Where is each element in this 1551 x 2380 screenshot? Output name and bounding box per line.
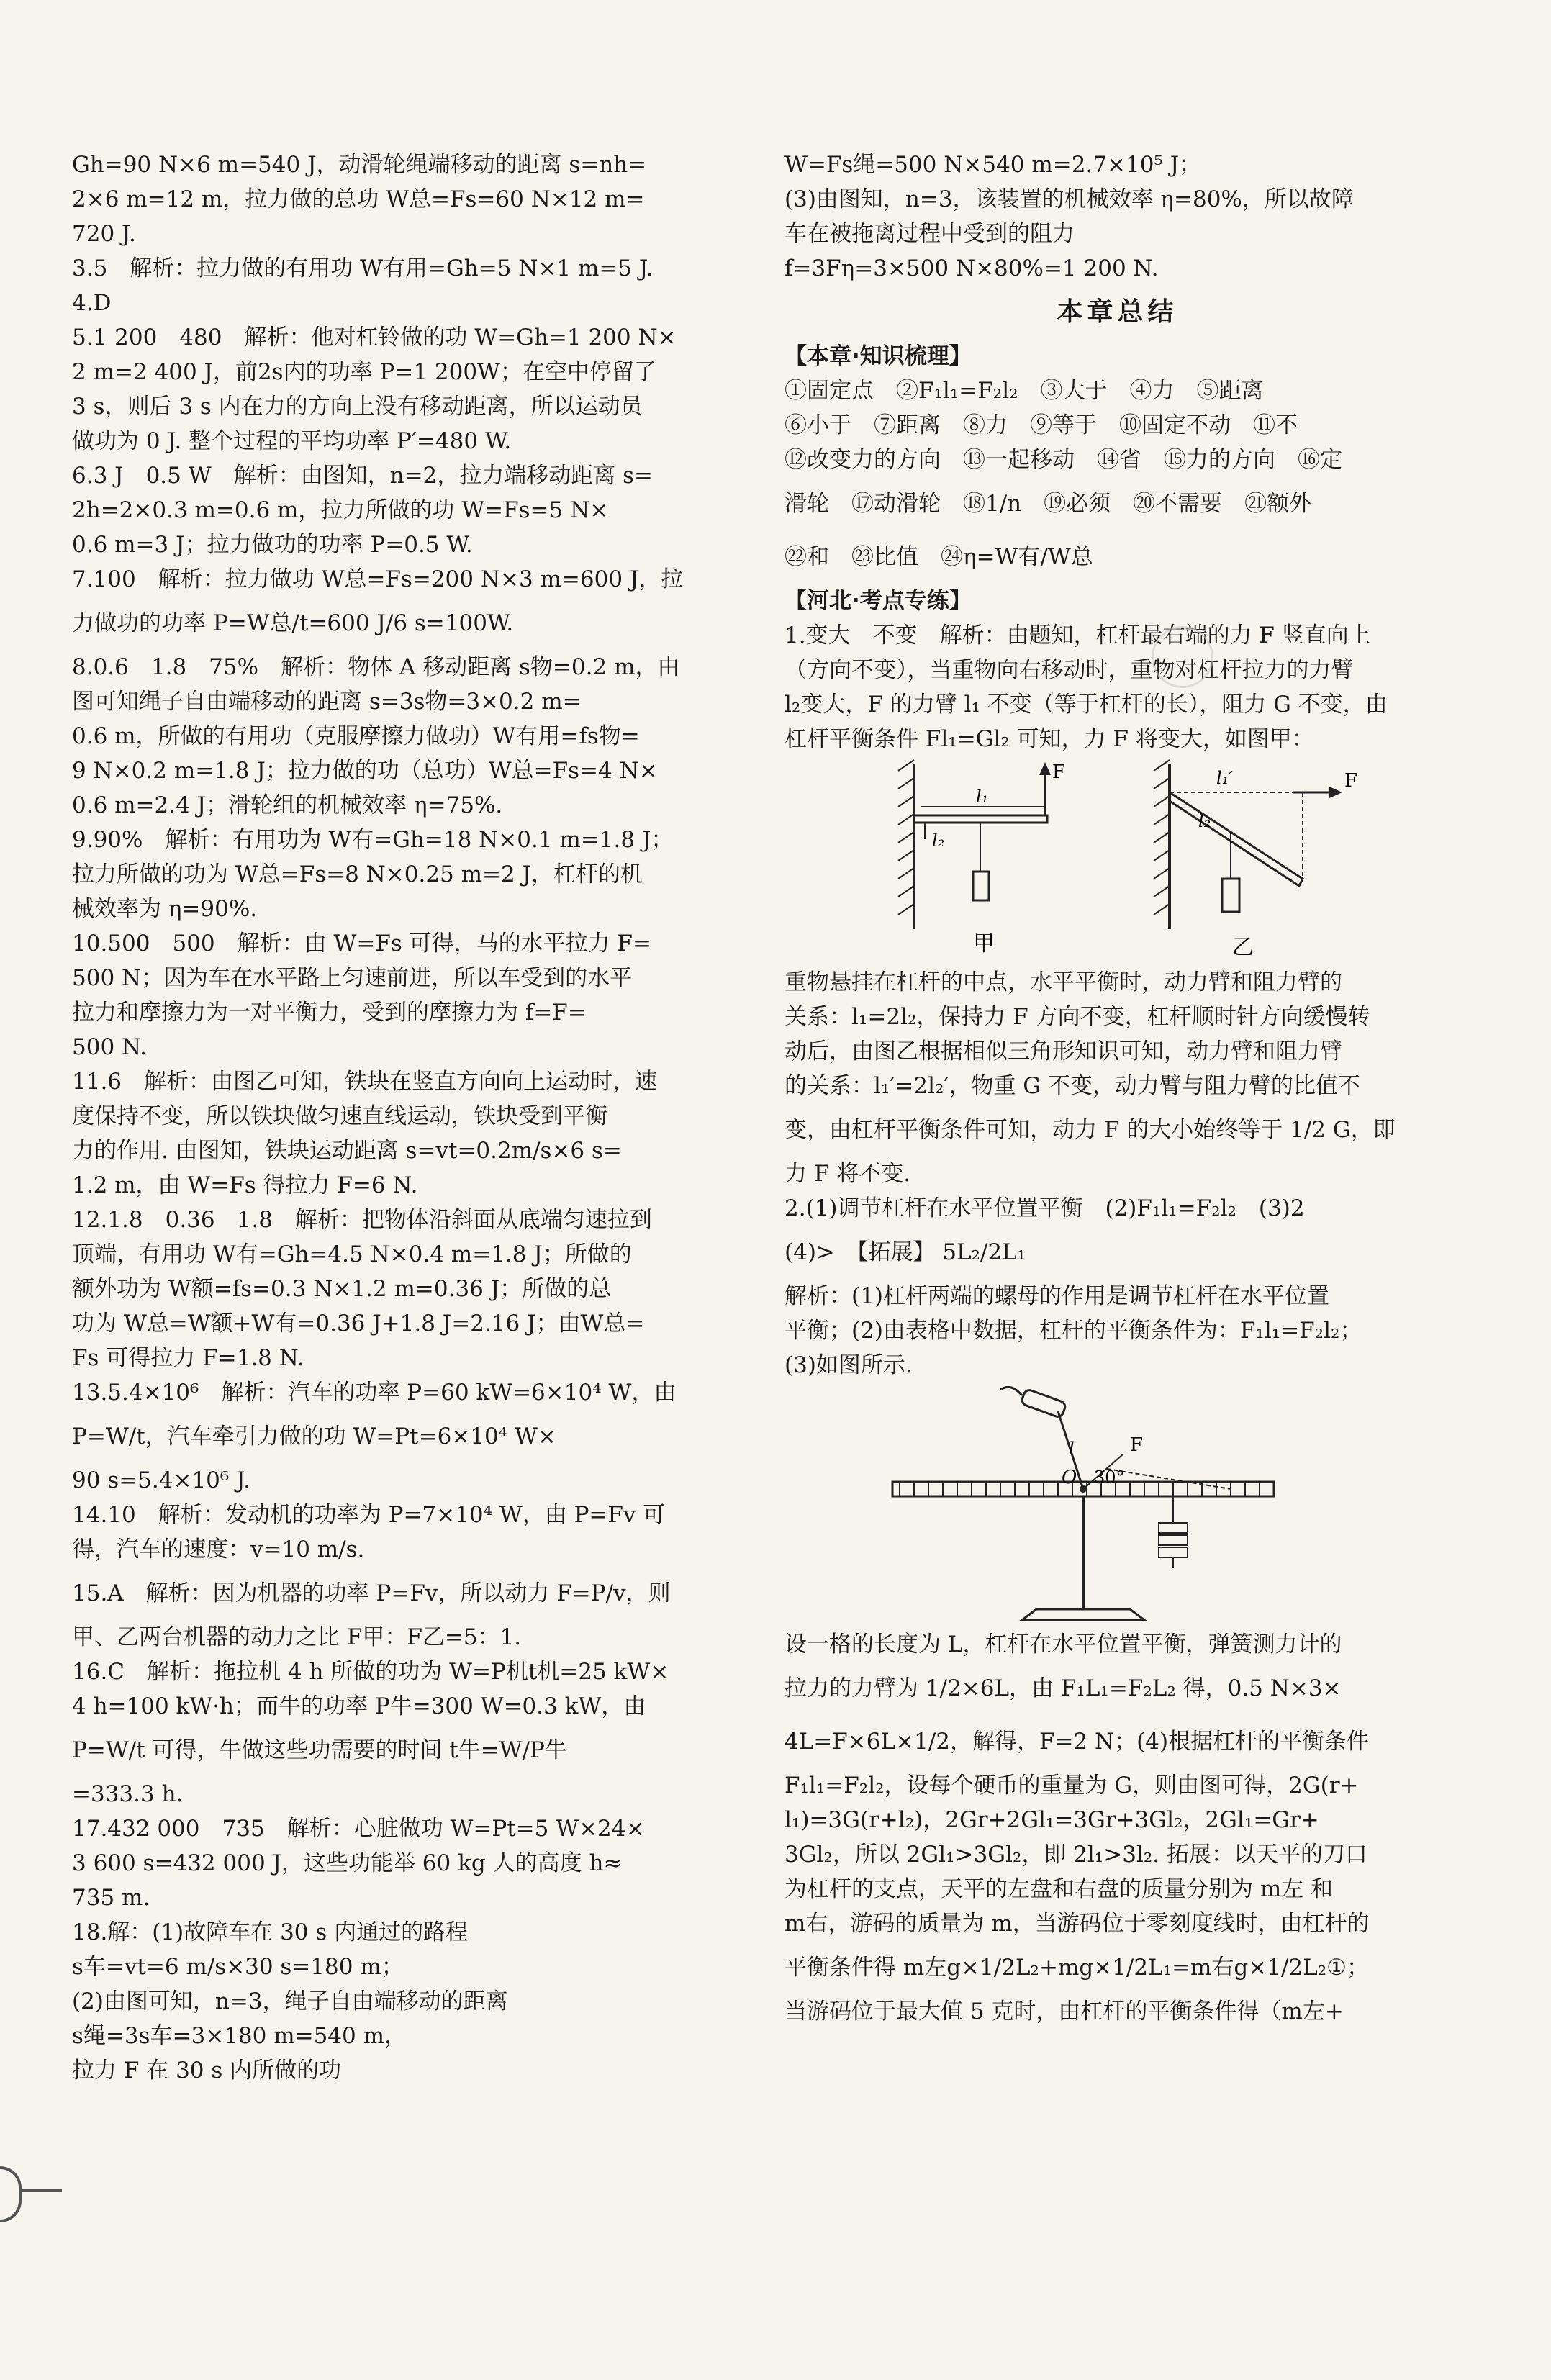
- text-line: 平衡条件得 m左g×1/2L₂+mg×1/2L₁=m右g×1/2L₂①；: [784, 1955, 1369, 1981]
- lever-experiment-figure: [784, 1383, 1450, 1627]
- fig-jia-F: F: [1052, 761, 1066, 783]
- text-line: 5.1 200 480 解析：他对杠铃做的功 W=Gh=1 200 N×: [72, 325, 677, 350]
- text-line: 0.6 m=2.4 J；滑轮组的机械效率 η=75%.: [72, 792, 503, 818]
- fig-jia-l2: l₂: [932, 831, 945, 851]
- text-line: 甲、乙两台机器的动力之比 F甲：F乙=5：1.: [72, 1624, 522, 1650]
- text-line: 得，汽车的速度：v=10 m/s.: [72, 1537, 365, 1562]
- fig2-angle: 30°: [1094, 1467, 1125, 1488]
- text-line: 图可知绳子自由端移动的距离 s=3s物=3×0.2 m=: [72, 689, 582, 715]
- text-line: 500 N.: [72, 1034, 148, 1060]
- fig2-O: O: [1062, 1467, 1077, 1488]
- text-line: 1.2 m，由 W=Fs 得拉力 F=6 N.: [72, 1172, 418, 1198]
- text-line: ⑥小于 ⑦距离 ⑧力 ⑨等于 ⑩固定不动 ⑪不: [784, 412, 1298, 438]
- fig-yi-l2: l₂: [1198, 811, 1211, 831]
- text-line: f=3Fη=3×500 N×80%=1 200 N.: [784, 255, 1159, 281]
- text-line: 9.90% 解析：有用功为 W有=Gh=18 N×0.1 m=1.8 J；: [72, 827, 674, 853]
- text-line: F₁l₁=F₂l₂，设每个硬币的重量为 G，则由图可得，2G(r+: [784, 1773, 1359, 1798]
- text-line: 7.100 解析：拉力做功 W总=Fs=200 N×3 m=600 J，拉: [72, 566, 684, 592]
- fig2-l: l: [1069, 1439, 1075, 1459]
- fig-yi-l1p: l₁′: [1216, 768, 1233, 788]
- page-corner-line: [19, 2189, 62, 2192]
- text-line: =333.3 h.: [72, 1781, 184, 1807]
- text-line: 90 s=5.4×10⁶ J.: [72, 1467, 251, 1493]
- text-line: 2×6 m=12 m，拉力做的总功 W总=Fs=60 N×12 m=: [72, 186, 645, 212]
- text-line: 2h=2×0.3 m=0.6 m，拉力所做的功 W=Fs=5 N×: [72, 497, 609, 523]
- figure-jia: [898, 760, 1065, 956]
- text-line: (4)> 【拓展】 5L₂/2L₁: [784, 1239, 1026, 1265]
- text-line: 11.6 解析：由图乙可知，铁块在竖直方向向上运动时，速: [72, 1069, 658, 1095]
- text-line: 10.500 500 解析：由 W=Fs 可得，马的水平拉力 F=: [72, 931, 651, 956]
- text-line: 0.6 m，所做的有用功（克服摩擦力做功）W有用=fs物=: [72, 723, 640, 749]
- text-line: 16.C 解析：拖拉机 4 h 所做的功为 W=P机t机=25 kW×: [72, 1659, 669, 1685]
- fig-jia-label: 甲: [973, 931, 995, 956]
- text-line: 1.变大 不变 解析：由题知，杠杆最右端的力 F 竖直向上: [784, 623, 1371, 648]
- text-line: 关系：l₁=2l₂，保持力 F 方向不变，杠杆顺时针方向缓慢转: [784, 1004, 1370, 1030]
- text-line: 3.5 解析：拉力做的有用功 W有用=Gh=5 N×1 m=5 J.: [72, 255, 654, 281]
- text-line: 18.解：(1)故障车在 30 s 内通过的路程: [72, 1919, 469, 1945]
- text-line: Gh=90 N×6 m=540 J，动滑轮绳端移动的距离 s=nh=: [72, 152, 647, 178]
- fig-yi-label: 乙: [1232, 935, 1254, 960]
- text-line: 13.5.4×10⁶ 解析：汽车的功率 P=60 kW=6×10⁴ W，由: [72, 1380, 677, 1406]
- text-line: 4 h=100 kW·h；而牛的功率 P牛=300 W=0.3 kW，由: [72, 1693, 646, 1719]
- text-line: 3 s，则后 3 s 内在力的方向上没有移动距离，所以运动员: [72, 394, 643, 420]
- fig2-F: F: [1130, 1434, 1144, 1456]
- text-line: 顶端，有用功 W有=Gh=4.5 N×0.4 m=1.8 J；所做的: [72, 1241, 632, 1267]
- text-line: 拉力和摩擦力为一对平衡力，受到的摩擦力为 f=F=: [72, 1000, 587, 1026]
- text-line: P=W/t 可得，牛做这些功需要的时间 t牛=W/P牛: [72, 1737, 567, 1763]
- text-line: 4L=F×6L×1/2，解得，F=2 N；(4)根据杠杆的平衡条件: [784, 1729, 1370, 1755]
- knowledge-heading: 【本章·知识梳理】: [784, 343, 972, 369]
- text-line: 车在被拖离过程中受到的阻力: [784, 221, 1075, 247]
- text-line: 变，由杠杆平衡条件可知，动力 F 的大小始终等于 1/2 G，即: [784, 1117, 1396, 1143]
- text-line: 滑轮 ⑰动滑轮 ⑱1/n ⑲必须 ⑳不需要 ㉑额外: [784, 491, 1312, 517]
- text-line: 设一格的长度为 L，杠杆在水平位置平衡，弹簧测力计的: [784, 1632, 1342, 1657]
- text-line: 力做功的功率 P=W总/t=600 J/6 s=100W.: [72, 610, 514, 636]
- text-line: 额外功为 W额=fs=0.3 N×1.2 m=0.36 J；所做的总: [72, 1276, 612, 1302]
- text-line: 4.D: [72, 290, 112, 316]
- text-line: 3 600 s=432 000 J，这些功能举 60 kg 人的高度 h≈: [72, 1850, 623, 1876]
- text-line: （方向不变），当重物向右移动时，重物对杠杆拉力的力臂: [784, 657, 1354, 683]
- text-line: 8.0.6 1.8 75% 解析：物体 A 移动距离 s物=0.2 m，由: [72, 654, 680, 680]
- text-line: 拉力 F 在 30 s 内所做的功: [72, 2058, 342, 2083]
- text-line: W=Fs绳=500 N×540 m=2.7×10⁵ J；: [784, 152, 1202, 178]
- text-line: (3)由图知，n=3，该装置的机械效率 η=80%，所以故障: [784, 186, 1354, 212]
- text-line: 12.1.8 0.36 1.8 解析：把物体沿斜面从底端匀速拉到: [72, 1207, 652, 1233]
- text-line: 735 m.: [72, 1885, 150, 1911]
- section-title: 本章总结: [1057, 297, 1178, 327]
- text-line: ①固定点 ②F₁l₁=F₂l₂ ③大于 ④力 ⑤距离: [784, 378, 1264, 404]
- exam-heading: 【河北·考点专练】: [784, 588, 972, 614]
- text-line: 力的作用. 由图知，铁块运动距离 s=vt=0.2m/s×6 s=: [72, 1138, 622, 1164]
- text-line: 平衡；(2)由表格中数据，杠杆的平衡条件为：F₁l₁=F₂l₂；: [784, 1318, 1362, 1344]
- text-line: 17.432 000 735 解析：心脏做功 W=Pt=5 W×24×: [72, 1816, 645, 1842]
- text-line: 动后，由图乙根据相似三角形知识可知，动力臂和阻力臂: [784, 1039, 1342, 1064]
- right-column: [784, 148, 1450, 2029]
- text-line: 功为 W总=W额+W有=0.36 J+1.8 J=2.16 J；由W总=: [72, 1311, 645, 1336]
- text-line: 14.10 解析：发动机的功率为 P=7×10⁴ W，由 P=Fv 可: [72, 1502, 666, 1528]
- text-line: 重物悬挂在杠杆的中点，水平平衡时，动力臂和阻力臂的: [784, 969, 1342, 995]
- text-line: 15.A 解析：因为机器的功率 P=Fv，所以动力 F=P/v，则: [72, 1580, 671, 1606]
- text-line: 3Gl₂，所以 2Gl₁>3Gl₂，即 2l₁>3l₂. 拓展：以天平的刀口: [784, 1842, 1367, 1868]
- text-line: 力 F 将不变.: [784, 1161, 911, 1187]
- figure-yi: [1154, 760, 1357, 960]
- text-line: s绳=3s车=3×180 m=540 m，: [72, 2023, 407, 2049]
- fig-jia-l1: l₁: [976, 787, 989, 807]
- text-line: 杠杆平衡条件 Fl₁=Gl₂ 可知，力 F 将变大，如图甲：: [784, 726, 1314, 752]
- text-line: 度保持不变，所以铁块做匀速直线运动，铁块受到平衡: [72, 1103, 607, 1129]
- text-line: (3)如图所示.: [784, 1352, 913, 1378]
- text-line: 当游码位于最大值 5 克时，由杠杆的平衡条件得（m左+: [784, 1999, 1344, 2024]
- text-line: 为杠杆的支点，天平的左盘和右盘的质量分别为 m左 和: [784, 1876, 1334, 1902]
- text-line: l₁)=3G(r+l₂)，2Gr+2Gl₁=3Gr+3Gl₂，2Gl₁=Gr+: [784, 1807, 1319, 1833]
- text-line: 拉力所做的功为 W总=Fs=8 N×0.25 m=2 J，杠杆的机: [72, 861, 643, 887]
- lever-figure-jia-yi: [784, 756, 1450, 965]
- text-line: Fs 可得拉力 F=1.8 N.: [72, 1345, 304, 1371]
- page-corner-mark: [0, 2166, 22, 2222]
- text-line: s车=vt=6 m/s×30 s=180 m；: [72, 1954, 404, 1980]
- text-line: 2.(1)调节杠杆在水平位置平衡 (2)F₁l₁=F₂l₂ (3)2: [784, 1195, 1305, 1221]
- text-line: m右，游码的质量为 m，当游码位于零刻度线时，由杠杆的: [784, 1911, 1370, 1937]
- left-column: [72, 148, 734, 2088]
- text-line: P=W/t，汽车牵引力做的功 W=Pt=6×10⁴ W×: [72, 1424, 556, 1449]
- text-line: 械效率为 η=90%.: [72, 896, 258, 922]
- text-line: (2)由图可知，n=3，绳子自由端移动的距离: [72, 1988, 508, 2014]
- text-line: 500 N；因为车在水平路上匀速前进，所以车受到的水平: [72, 965, 633, 991]
- text-line: 拉力的力臂为 1/2×6L，由 F₁L₁=F₂L₂ 得，0.5 N×3×: [784, 1675, 1342, 1701]
- text-line: 解析：(1)杠杆两端的螺母的作用是调节杠杆在水平位置: [784, 1283, 1329, 1309]
- text-line: 2 m=2 400 J，前2s内的功率 P=1 200W；在空中停留了: [72, 359, 656, 385]
- text-line: 720 J.: [72, 221, 136, 247]
- text-line: 做功为 0 J. 整个过程的平均功率 P′=480 W.: [72, 428, 512, 454]
- text-line: 9 N×0.2 m=1.8 J；拉力做的功（总功）W总=Fs=4 N×: [72, 758, 658, 784]
- text-line: 的关系：l₁′=2l₂′，物重 G 不变，动力臂与阻力臂的比值不: [784, 1073, 1360, 1099]
- text-line: ⑫改变力的方向 ⑬一起移动 ⑭省 ⑮力的方向 ⑯定: [784, 447, 1342, 473]
- fig-yi-F: F: [1344, 770, 1358, 792]
- text-line: 0.6 m=3 J；拉力做功的功率 P=0.5 W.: [72, 532, 473, 558]
- text-line: l₂变大，F 的力臂 l₁ 不变（等于杠杆的长），阻力 G 不变，由: [784, 692, 1388, 718]
- text-line: ㉒和 ㉓比值 ㉔η=W有/W总: [784, 544, 1093, 570]
- text-line: 6.3 J 0.5 W 解析：由图知，n=2，拉力端移动距离 s=: [72, 463, 653, 489]
